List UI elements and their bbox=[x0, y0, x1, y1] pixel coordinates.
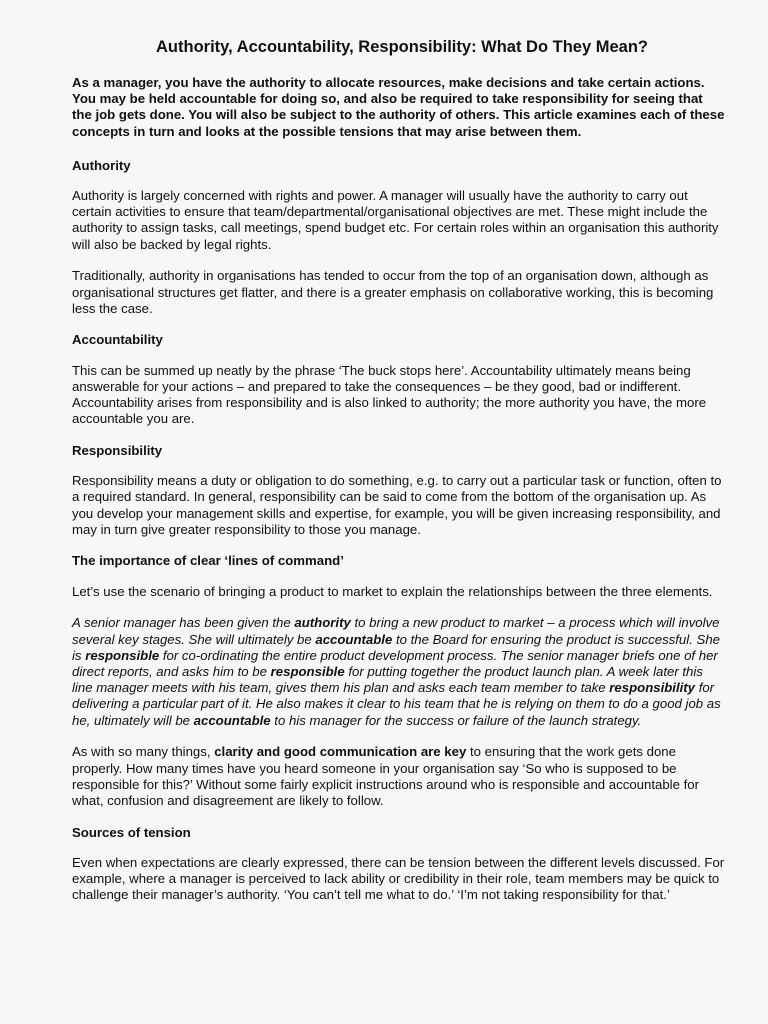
scenario-paragraph: A senior manager has been given the authority to bring a new product to market – a process which will involve several key stages. She will ultimately be accountable to the Board for ensuring the product is successful. She is responsible for co-ordinating the entire product development process. The senior manager briefs one of her direct reports, and asks him to be responsible for putting together the product launch plan. A week later this line manager meets with his team, gives them his plan and asks each team member to take responsibility for delivering a particular part of it. He also makes it clear to his team that he is relying on them to do a good job as he, ultimately will be accountable to his manager for the success or failure of the launch strategy. bbox=[72, 615, 721, 728]
communication-paragraph: As with so many things, clarity and good communication are key to ensuring that the work gets done properly. How many times have you heard someone in your organisation say ‘So who is supposed to be responsible for this?’ Without some fairly explicit instructions around who is responsible and accountable for what, confusion and disagreement are likely to follow. bbox=[72, 744, 699, 808]
emphasis-responsible: responsible bbox=[270, 663, 345, 679]
emphasis-responsibility: responsibility bbox=[609, 680, 696, 696]
emphasis-accountable: accountable bbox=[193, 712, 271, 728]
authority-paragraph-1: Authority is largely concerned with rights and power. A manager will usually have the authority to carry out certain activities to ensure that team/departmental/organisational objectives are met. These might include the authority to assign tasks, call meetings, spend budget etc. For certain roles within an organisation this authority will also be backed by legal rights. bbox=[72, 188, 719, 252]
section-heading-tension: Sources of tension bbox=[72, 824, 191, 840]
section-heading-authority: Authority bbox=[72, 157, 131, 173]
emphasis-responsible: responsible bbox=[85, 647, 160, 663]
authority-paragraph-2: Traditionally, authority in organisations has tended to occur from the top of an organisation down, although as organisational structures get flatter, and there is a greater emphasis on collaborative working, this is becoming less the case. bbox=[72, 268, 714, 316]
responsibility-paragraph-1: Responsibility means a duty or obligation to do something, e.g. to carry out a particular task or function, often to a required standard. In general, responsibility can be said to come from the bottom of the organisation up. As you develop your management skills and expertise, for example, you will be given increasing responsibility, and may in turn give greater responsibility to those you manage. bbox=[72, 473, 722, 537]
section-heading-responsibility: Responsibility bbox=[72, 442, 163, 458]
intro-paragraph: As a manager, you have the authority to allocate resources, make decisions and take certain actions. You may be held accountable for doing so, and also be required to take responsibility for seeing that the job gets done. You will also be subject to the authority of others. This article examines each of these concepts in turn and looks at the possible tensions that may arise between them. bbox=[72, 75, 725, 139]
section-heading-accountability: Accountability bbox=[72, 332, 163, 348]
page-title: Authority, Accountability, Responsibility: What Do They Mean? bbox=[156, 38, 648, 56]
tension-paragraph-1: Even when expectations are clearly expressed, there can be tension between the different levels discussed. For example, where a manager is perceived to lack ability or credibility in their role, team members may be quick to challenge their manager’s authority. ‘You can’t tell me what to do.’ ‘I’m not taking responsibility for that.’ bbox=[72, 854, 725, 903]
emphasis-accountable: accountable bbox=[315, 631, 393, 647]
accountability-paragraph-1: This can be summed up neatly by the phrase ‘The buck stops here’. Accountability ultimately means being answerable for your actions – and prepared to take the consequences – be they good, bad or indifferent. Accountability arises from responsibility and is also linked to authority; the more authority you have, the more accountable you are. bbox=[72, 362, 707, 427]
section-heading-lines-of-command: The importance of clear ‘lines of command’ bbox=[72, 553, 344, 569]
emphasis-authority: authority bbox=[294, 615, 351, 631]
emphasis-clarity: clarity and good communication are key bbox=[214, 744, 467, 760]
lines-paragraph-1: Let’s use the scenario of bringing a product to market to explain the relationships between the three elements. bbox=[72, 583, 713, 599]
